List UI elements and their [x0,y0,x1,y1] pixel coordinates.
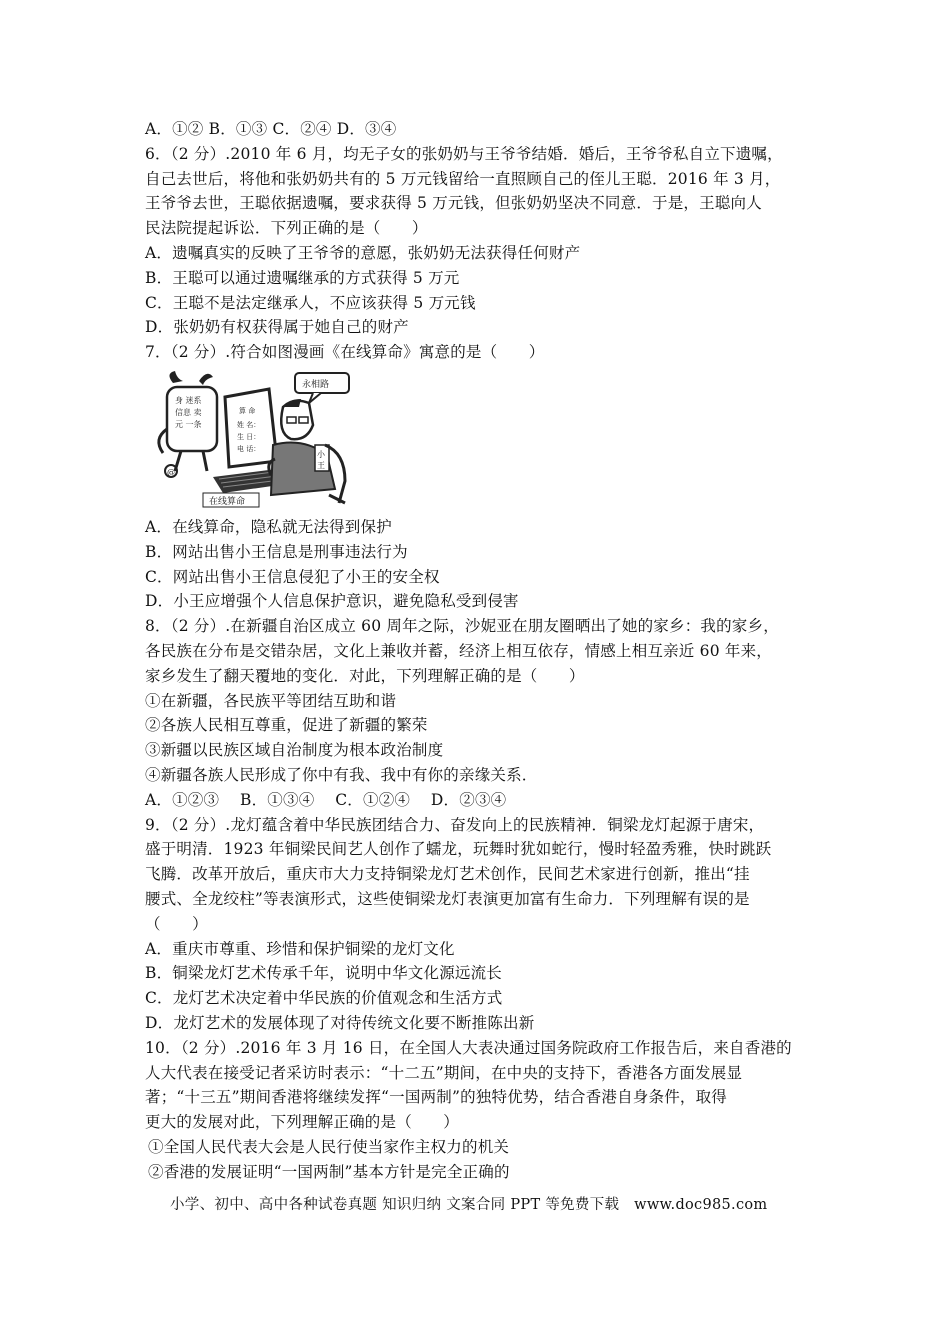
cartoon-figure [153,369,363,509]
text-line: 10．（2 分）.2016 年 3 月 16 日，在全国人大表决通过国务院政府工作报告后，来自香港的 [145,1038,792,1057]
text-line: A．重庆市尊重、珍惜和保护铜梁的龙灯文化 [145,939,455,958]
text-block-before-figure [145,117,817,365]
cartoon-online-fortune-telling [153,369,363,509]
text-line: （ ） [145,914,208,933]
svg-text:信息 卖: 信息 卖 [175,407,202,417]
text-line: 家乡发生了翻天覆地的变化．对此，下列理解正确的是（ ） [145,666,585,685]
text-line: A．①② B．①③ C．②④ D．③④ [145,120,397,138]
text-line: C．王聪不是法定继承人，不应该获得 5 万元钱 [145,293,476,312]
text-line: ②各族人民相互尊重，促进了新疆的繁荣 [145,716,428,735]
text-line: 人大代表在接受记者采访时表示：“十二五”期间，在中央的支持下，香港各方面发展显 [145,1063,743,1082]
text-block-after-figure [145,515,817,1185]
text-line: 民法院提起诉讼．下列正确的是（ ） [145,219,428,238]
text-line: 飞腾．改革开放后，重庆市大力支持铜梁龙灯艺术创作，民间艺术家进行创新，推出“挂 [145,865,750,884]
text-line: D．小王应增强个人信息保护意识，避免隐私受到侵害 [145,592,519,611]
svg-text:姓 名：: 姓 名： [237,420,261,429]
svg-text:元 一条: 元 一条 [175,419,202,429]
text-line: D．龙灯艺术的发展体现了对待传统文化要不断推陈出新 [145,1013,535,1032]
svg-text:王: 王 [317,460,325,470]
text-line: A．遗嘱真实的反映了王爷爷的意愿，张奶奶无法获得任何财产 [145,243,581,262]
text-line: B．王聪可以通过遗嘱继承的方式获得 5 万元 [145,268,460,287]
text-line: 著；“十三五”期间香港将继续发挥“一国两制”的独特优势，结合香港自身条件，取得 [145,1088,727,1107]
text-line: C．龙灯艺术决定着中华民族的价值观念和生活方式 [145,989,503,1008]
text-line: 9．（2 分）.龙灯蕴含着中华民族团结合力、奋发向上的民族精神．铜梁龙灯起源于唐宋， [145,815,765,834]
text-line: 更大的发展对此，下列理解正确的是（ ） [145,1113,460,1132]
text-line: A．在线算命，隐私就无法得到保护 [145,517,392,536]
footer-text: 小学、初中、高中各种试卷真题 知识归纳 文案合同 PPT 等免费下载 www.doc985.com [170,1197,768,1213]
text-line: 6．（2 分）.2010 年 6 月，均无子女的张奶奶与王爷爷结婚．婚后，王爷爷私自立下遗嘱， [145,144,783,163]
text-line: ①全国人民代表大会是人民行使当家作主权力的机关 [148,1137,510,1156]
figure-caption: 在线算命 [209,496,246,507]
bubble-text: 永相路 [302,379,330,390]
question-content [145,117,817,1184]
svg-text:电 话：: 电 话： [237,444,261,453]
text-line: 王爷爷去世，王聪依据遗嘱，要求获得 5 万元钱，但张奶奶坚决不同意．于是，王聪向人 [145,194,762,213]
text-line: ②香港的发展证明“一国两制”基本方针是完全正确的 [148,1162,510,1181]
text-line: B．铜梁龙灯艺术传承千年，说明中华文化源远流长 [145,964,502,983]
svg-text:@: @ [167,467,175,477]
text-line: ③新疆以民族区域自治制度为根本政治制度 [145,741,444,760]
text-line: 各民族在分布是交错杂居，文化上兼收并蓄，经济上相互依存，情感上相互亲近 60 年来， [145,641,772,660]
svg-text:算 命: 算 命 [239,406,256,415]
text-line: 7．（2 分）.符合如图漫画《在线算命》寓意的是（ ） [145,343,545,362]
svg-text:身 迷系: 身 迷系 [175,395,202,405]
text-line: ①在新疆，各民族平等团结互助和谐 [145,691,397,710]
text-line: D．张奶奶有权获得属于她自己的财产 [145,318,409,337]
text-line: A．①②③ B．①③④ C．①②④ D．②③④ [145,790,507,809]
text-line: C．网站出售小王信息侵犯了小王的安全权 [145,567,440,586]
svg-text:生 日：: 生 日： [237,432,261,441]
text-line: 腰式、全龙绞柱”等表演形式，这些使铜梁龙灯表演更加富有生命力．下列理解有误的是 [145,889,750,908]
text-line: 8．（2 分）.在新疆自治区成立 60 周年之际，沙妮亚在朋友圈晒出了她的家乡：我的家乡， [145,617,779,636]
tag-text: 小 [317,449,325,459]
text-line: B．网站出售小王信息是刑事违法行为 [145,542,408,561]
text-line: 盛于明清．1923 年铜梁民间艺人创作了蠕龙，玩舞时犹如蛇行，慢时轻盈秀雅，快时跳跃 [145,840,772,859]
text-line: 自己去世后，将他和张奶奶共有的 5 万元钱留给一直照顾自己的侄儿王聪．2016 年 3 月， [145,169,781,188]
text-line: ④新疆各族人民形成了你中有我、我中有你的亲缘关系． [145,765,538,784]
